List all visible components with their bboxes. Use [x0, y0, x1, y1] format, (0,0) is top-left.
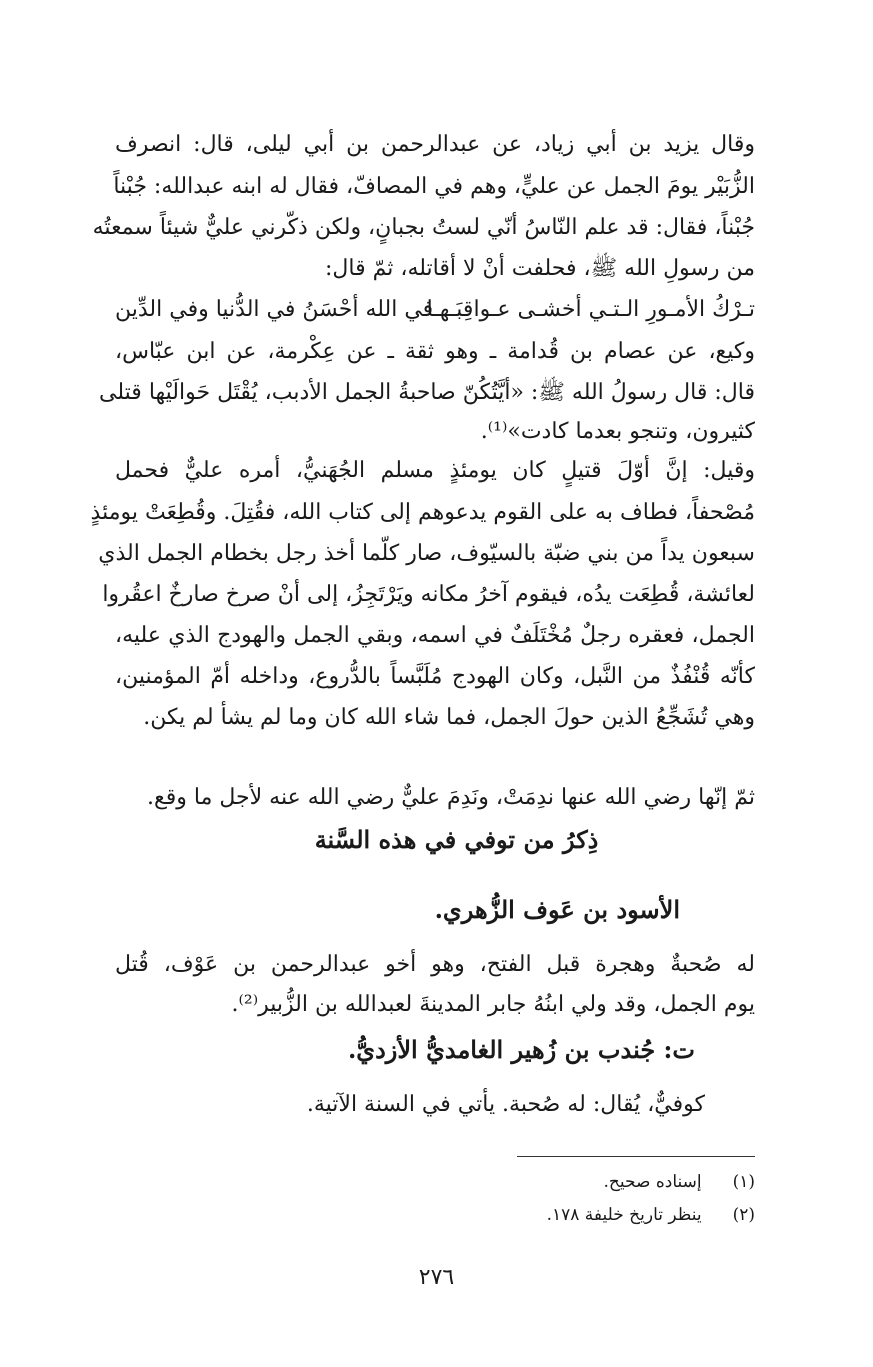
- paragraph1-line-2: الزُّبَيْر يومَ الجمل عن عليٍّ، وهم في المصافّ، فقال له ابنه عبدالله: جُبْناً: [113, 174, 755, 199]
- footnote-separator: [517, 1156, 755, 1157]
- footnote-1-number: (١): [732, 1172, 755, 1192]
- paragraph1-line-4: من رسولِ الله ﷺ، فحلفت أنْ لا أقاتله، ثمّ قال:: [324, 256, 755, 281]
- footnote-2-text: ينظر تاريخ خليفة ١٧٨.: [546, 1205, 702, 1225]
- paragraph2-line-3: كثيرون، وتنجو بعدما كادت»⁽¹⁾.: [480, 419, 755, 444]
- entry2-line: كوفيٌّ، يُقال: له صُحبة. يأتي في السنة الآتية.: [306, 1092, 705, 1117]
- paragraph4-line: ثمّ إنّها رضي الله عنها ندِمَتْ، ونَدِمَ عليٌّ رضي الله عنه لأجل ما وقع.: [147, 785, 755, 810]
- paragraph2-line-2: قال: قال رسولُ الله ﷺ: «أيَّتُكُنّ صاحبةُ الجمل الأدبب، يُقْتَل حَوالَيْها قتلى: [99, 380, 755, 405]
- poem-hemistich-right: تـرْكُ الأمـورِ الـتـي أخشـى عـواقِبَـهـا: [426, 297, 755, 322]
- poem-verse: [115, 290, 755, 330]
- entry1-line-2: يوم الجمل، وقد ولي ابنُهُ جابر المدينةَ لعبدالله بن الزُّبير⁽²⁾.: [231, 992, 755, 1017]
- paragraph2-line-1: وكيع، عن عصام بن قُدامة ـ وهو ثقة ـ عن عِكْرمة، عن ابن عبّاس،: [115, 339, 755, 364]
- footnote-1: [115, 1168, 755, 1196]
- entry1-line-1: له صُحبةٌ وهجرة قبل الفتح، وهو أخو عبدالرحمن بن عَوْف، قُتل: [115, 952, 755, 977]
- poem-hemistich-left: في الله أحْسَنُ في الدُّنيا وفي الدِّين: [115, 297, 434, 322]
- section-heading: ذِكرُ من توفي في هذه السَّنة: [314, 825, 599, 854]
- entry2-name: ت: جُندب بن زُهير الغامديُّ الأزديُّ.: [347, 1035, 695, 1064]
- paragraph3-line-5: الجمل، فعقره رجلٌ مُخْتَلَفٌ في اسمه، وبقي الجمل والهودج الذي عليه،: [115, 623, 755, 648]
- paragraph1-line-1: وقال يزيد بن أبي زياد، عن عبدالرحمن بن أبي ليلى، قال: انصرف: [115, 132, 755, 157]
- paragraph3-line-7: وهي تُشَجِّعُ الذين حولَ الجمل، فما شاء الله كان وما لم يشأ لم يكن.: [143, 705, 755, 730]
- footnote-1-text: إسناده صحيح.: [603, 1172, 702, 1192]
- entry1-name: الأسود بن عَوف الزُّهري.: [434, 895, 680, 924]
- paragraph1-line-3: جُبْناً، فقال: قد علم النّاسُ أنّي لستُ بجبانٍ، ولكن ذكّرني عليٌّ شيئاً سمعتُه: [92, 215, 755, 240]
- paragraph3-line-3: سبعون يداً من بني ضبّة بالسيّوف، صار كلّما أخذ رجل بخطام الجمل الذي: [98, 541, 755, 566]
- footnote-2-number: (٢): [732, 1205, 755, 1225]
- footnote-2: [115, 1201, 755, 1229]
- page-number: ٢٧٦: [418, 1265, 455, 1290]
- paragraph3-line-4: لعائشة، قُطِعَت يدُه، فيقوم آخرُ مكانه ويَرْتَجِزُ، إلى أنْ صرخ صارخٌ اعقُروا: [102, 582, 755, 607]
- paragraph3-line-2: مُصْحفاً، فطاف به على القوم يدعوهم إلى كتاب الله، فقُتِلَ. وقُطِعَتْ يومئذٍ: [90, 500, 755, 525]
- paragraph3-line-6: كأنّه قُنْفُذٌ من النَّبل، وكان الهودج مُلَبَّساً بالدُّروع، وداخله أمّ المؤمنين،: [115, 664, 755, 689]
- paragraph3-line-1: وقيل: إنَّ أوّلَ قتيلٍ كان يومئذٍ مسلم الجُهَنيُّ، أمره عليٌّ فحمل: [115, 458, 755, 483]
